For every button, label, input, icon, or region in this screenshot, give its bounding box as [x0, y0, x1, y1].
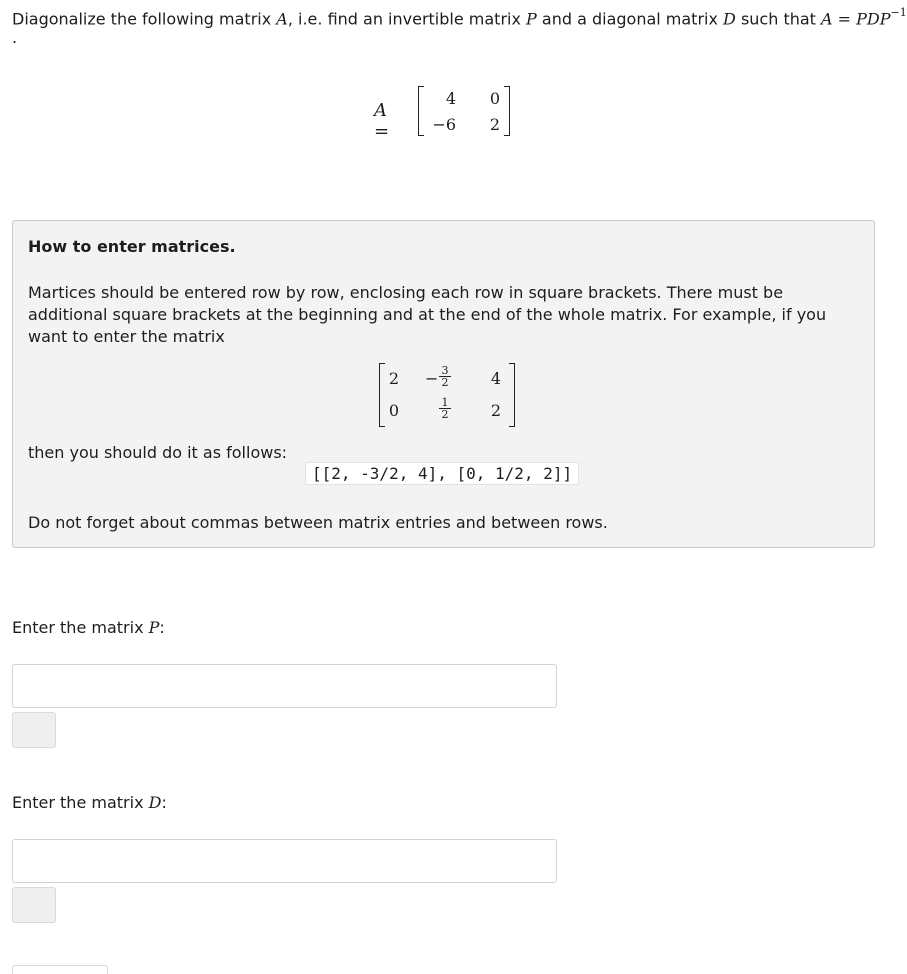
denominator: 2	[441, 408, 449, 421]
matrix-P-input[interactable]	[12, 664, 557, 708]
fraction	[439, 397, 451, 420]
submit-P-button[interactable]	[12, 712, 56, 748]
matrix-A-label: A =	[374, 100, 390, 142]
inverse-superscript: −1	[890, 6, 907, 19]
help-box	[12, 220, 875, 548]
var-D: D	[723, 9, 736, 29]
matrix-D-input[interactable]	[12, 839, 557, 883]
numerator: 3	[439, 365, 451, 377]
question-P-label	[12, 618, 165, 637]
var-A: A	[276, 9, 288, 29]
help-then-text: then you should do it as follows:	[28, 443, 288, 462]
problem-statement	[12, 4, 907, 30]
example-code: [[2, -3/2, 4], [0, 1/2, 2]]	[305, 462, 579, 485]
prompt-text: , i.e. find an invertible matrix	[287, 9, 527, 29]
prompt-text: such that	[735, 9, 822, 29]
prompt-period: .	[12, 28, 18, 47]
matrix-cell: −6	[432, 115, 456, 134]
fraction	[439, 365, 451, 388]
left-bracket	[418, 86, 424, 136]
label-text: Enter the matrix	[12, 793, 149, 812]
question-D-label	[12, 793, 167, 812]
label-text: Enter the matrix	[12, 618, 149, 637]
help-title: How to enter matrices.	[28, 237, 236, 256]
var-P: P	[526, 9, 537, 29]
submit-D-button[interactable]	[12, 887, 56, 923]
var-P: P	[148, 618, 160, 637]
matrix-cell: 0	[388, 401, 400, 420]
help-footer: Do not forget about commas between matrix entries and between rows.	[28, 513, 608, 532]
next-control-partial[interactable]	[12, 965, 108, 974]
minus-sign: −	[425, 369, 439, 388]
right-bracket	[504, 86, 510, 136]
equation: A = PDP	[821, 9, 891, 29]
matrix-cell: 4	[490, 369, 502, 388]
numerator: 1	[439, 397, 451, 409]
right-bracket	[509, 363, 515, 427]
help-body: Martices should be entered row by row, enclosing each row in square brackets. There must be additional square brackets at the beginning and at the end of the whole matrix. For example, if you want to enter the matrix	[28, 283, 827, 346]
denominator: 2	[441, 376, 449, 389]
matrix-cell: 2	[490, 401, 502, 420]
example-matrix	[379, 363, 515, 427]
matrix-cell: 4	[445, 89, 456, 108]
label-colon: :	[159, 618, 165, 637]
var-D: D	[148, 793, 162, 812]
label-colon: :	[161, 793, 167, 812]
prompt-text: Diagonalize the following matrix	[12, 9, 277, 29]
matrix-cell: 2	[388, 369, 400, 388]
matrix-cell: 0	[489, 89, 500, 108]
prompt-text: and a diagonal matrix	[536, 9, 724, 29]
matrix-cell: 2	[489, 115, 500, 134]
